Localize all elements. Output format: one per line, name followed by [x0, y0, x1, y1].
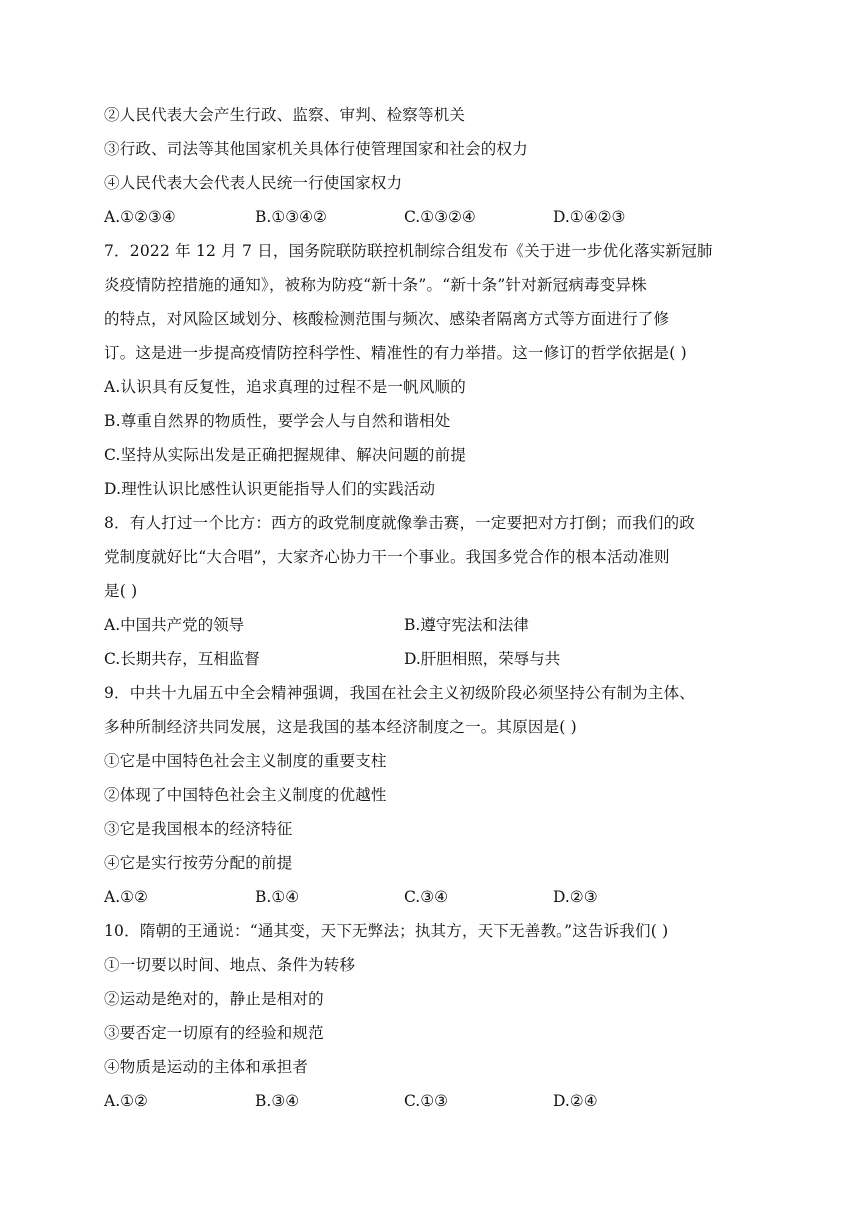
q9-option-a[interactable]: A.①②	[104, 888, 148, 906]
q7-option-a[interactable]: A.认识具有反复性，追求真理的过程不是一帆风顺的	[104, 378, 466, 396]
q8-option-d[interactable]: D.肝胆相照，荣辱与共	[404, 650, 561, 668]
q10-item-3: ③要否定一切原有的经验和规范	[104, 1024, 324, 1042]
q7-stem-line-2: 炎疫情防控措施的通知》，被称为防疫“新十条”。“新十条”针对新冠病毒变异株	[104, 276, 647, 294]
q6-item-3: ③行政、司法等其他国家机关具体行使管理国家和社会的权力	[104, 140, 528, 158]
q6-item-4: ④人民代表大会代表人民统一行使国家权力	[104, 174, 403, 192]
q10-item-1: ①一切要以时间、地点、条件为转移	[104, 956, 356, 974]
q6-option-d[interactable]: D.①④②③	[553, 208, 626, 226]
q7-stem-line-4: 订。这是进一步提高疫情防控科学性、精准性的有力举措。这一修订的哲学依据是( )	[104, 344, 687, 362]
q8-option-a[interactable]: A.中国共产党的领导	[104, 616, 245, 634]
q7-stem-line-3: 的特点，对风险区域划分、核酸检测范围与频次、感染者隔离方式等方面进行了修	[104, 310, 670, 328]
q9-item-4: ④它是实行按劳分配的前提	[104, 854, 293, 872]
q9-option-d[interactable]: D.②③	[553, 888, 598, 906]
q10-stem-line-1: 10．隋朝的王通说：“通其变，天下无弊法；执其方，天下无善教。”这告诉我们( )	[104, 922, 669, 940]
q9-item-3: ③它是我国根本的经济特征	[104, 820, 293, 838]
q6-option-a[interactable]: A.①②③④	[104, 208, 176, 226]
q10-item-2: ②运动是绝对的，静止是相对的	[104, 990, 324, 1008]
q10-item-4: ④物质是运动的主体和承担者	[104, 1058, 309, 1076]
q10-option-a[interactable]: A.①②	[104, 1092, 148, 1110]
q6-option-b[interactable]: B.①③④②	[255, 208, 327, 226]
q7-option-c[interactable]: C.坚持从实际出发是正确把握规律、解决问题的前提	[104, 446, 467, 464]
q9-option-b[interactable]: B.①④	[255, 888, 300, 906]
q9-stem-line-2: 多种所制经济共同发展，这是我国的基本经济制度之一。其原因是( )	[104, 718, 577, 736]
q7-option-d[interactable]: D.理性认识比感性认识更能指导人们的实践活动	[104, 480, 436, 498]
q8-stem-line-1: 8．有人打过一个比方：西方的政党制度就像拳击赛，一定要把对方打倒；而我们的政	[104, 514, 695, 532]
q9-item-2: ②体现了中国特色社会主义制度的优越性	[104, 786, 387, 804]
q10-option-d[interactable]: D.②④	[553, 1092, 598, 1110]
q6-option-c[interactable]: C.①③②④	[404, 208, 476, 226]
q7-stem-line-1: 7．2022 年 12 月 7 日，国务院联防联控机制综合组发布《关于进一步优化落实新冠肺	[104, 242, 713, 260]
q6-item-2: ②人民代表大会产生行政、监察、审判、检察等机关	[104, 106, 466, 124]
q9-stem-line-1: 9．中共十九届五中全会精神强调，我国在社会主义初级阶段必须坚持公有制为主体、	[104, 684, 695, 702]
q10-option-c[interactable]: C.①③	[404, 1092, 449, 1110]
q8-option-b[interactable]: B.遵守宪法和法律	[404, 616, 529, 634]
q8-stem-line-2: 党制度就好比“大合唱”，大家齐心协力干一个事业。我国多党合作的根本活动准则	[104, 548, 670, 566]
q9-item-1: ①它是中国特色社会主义制度的重要支柱	[104, 752, 387, 770]
q8-option-c[interactable]: C.长期共存，互相监督	[104, 650, 260, 668]
q10-option-b[interactable]: B.③④	[255, 1092, 300, 1110]
q9-option-c[interactable]: C.③④	[404, 888, 449, 906]
q7-option-b[interactable]: B.尊重自然界的物质性，要学会人与自然和谐相处	[104, 412, 451, 430]
q8-stem-line-3: 是( )	[104, 582, 138, 600]
